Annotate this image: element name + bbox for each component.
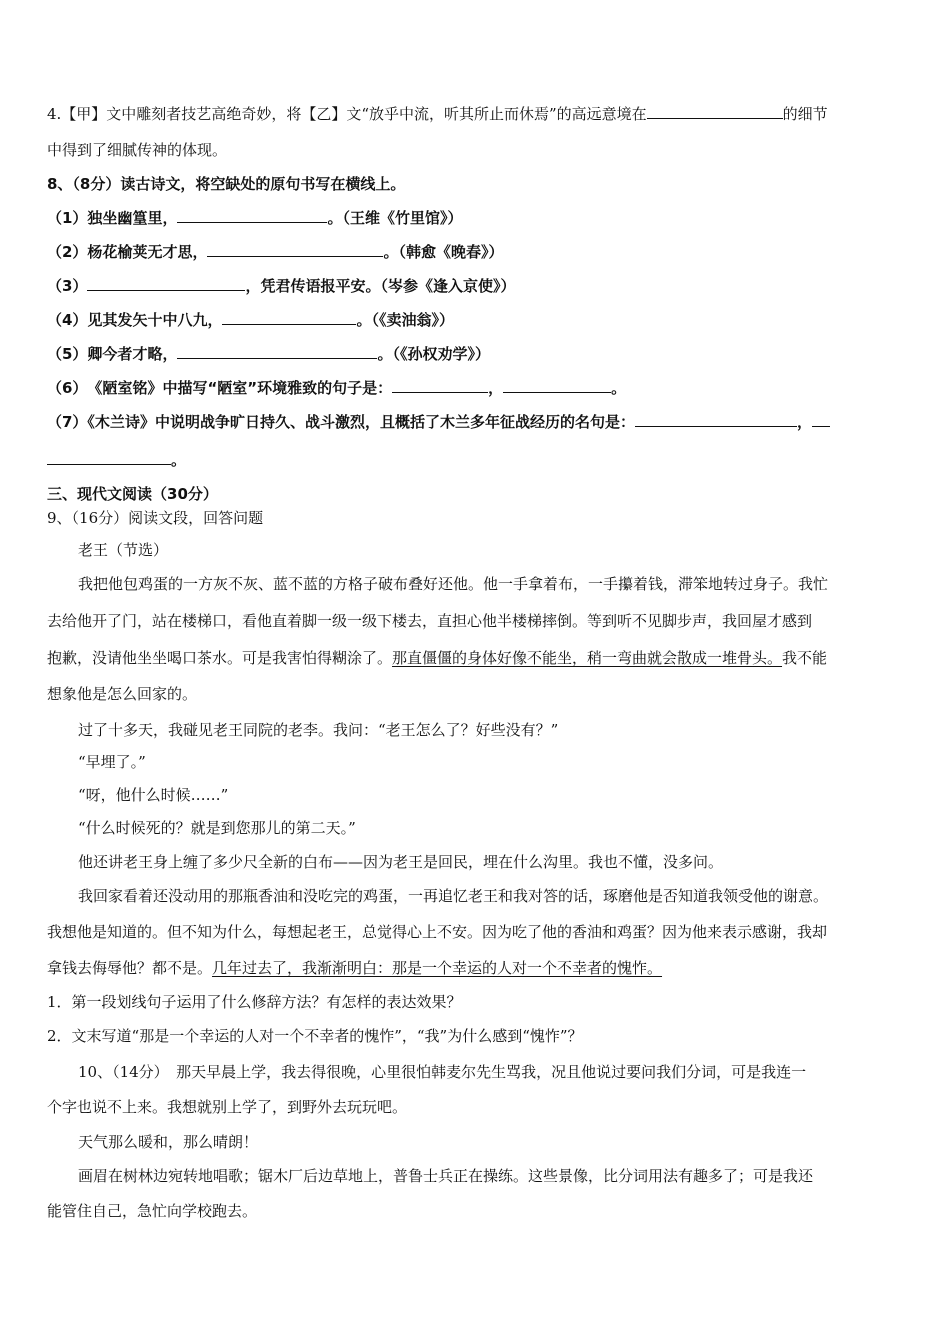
q8-blank-1[interactable] — [177, 208, 327, 223]
q9-underlined-sentence-1: 那直僵僵的身体好像不能坐，稍一弯曲就会散成一堆骨头。 — [392, 649, 783, 667]
q8-blank-6a[interactable] — [392, 378, 488, 393]
q8-item-5: （5）卿今者才略， 。（《孙权劝学》） — [47, 345, 490, 363]
q8-blank-7b[interactable] — [812, 412, 830, 427]
q4-text-end: 的细节 — [782, 105, 828, 123]
q8-blank-5[interactable] — [177, 344, 377, 359]
q9-p2: 过了十多天，我碰见老王同院的老李。我问：“老王怎么了？好些没有？” — [78, 721, 559, 739]
q10-p2: 天气那么暖和，那么晴朗！ — [78, 1133, 259, 1151]
q4-line1 — [47, 104, 910, 124]
q9-p1-line1: 我把他包鸡蛋的一方灰不灰、蓝不蓝的方格子破布叠好还他。他一手拿着布，一手攥着钱，滞笨地转过身子。我忙 — [78, 575, 829, 593]
q9-p3: “早埋了。” — [78, 753, 146, 771]
q8-item-3: （3） ，凭君传语报平安。（岑参《逢入京使》） — [47, 277, 516, 295]
section-3-title: 三、现代文阅读（30分） — [47, 485, 218, 503]
q9-p1-line2: 去给他开了门，站在楼梯口，看他直着脚一级一级下楼去，直担心他半楼梯摔倒。等到听不见脚步声，我回屋才感到 — [47, 612, 813, 630]
q8-blank-7c[interactable] — [47, 450, 171, 465]
q9-p7-line1: 我回家看着还没动用的那瓶香油和没吃完的鸡蛋，一再追忆老王和我对答的话，琢磨他是否知道我领受他的谢意。 — [78, 887, 829, 905]
q9-p6: 他还讲老王身上缠了多少尺全新的白布——因为老王是回民，埋在什么沟里。我也不懂，没多问。 — [78, 853, 724, 871]
q8-blank-7a[interactable] — [635, 412, 797, 427]
q10-p3-line1: 画眉在树林边宛转地唱歌；锯木厂后边草地上，普鲁士兵正在操练。这些景像，比分词用法有趣多了；可是我还 — [78, 1167, 814, 1185]
q9-p7-line3: 拿钱去侮辱他？都不是。几年过去了，我渐渐明白：那是一个幸运的人对一个不幸者的愧怍。 — [47, 959, 663, 977]
q9-p4: “呀，他什么时候……” — [78, 786, 229, 804]
q9-p1-line4: 想象他是怎么回家的。 — [47, 685, 198, 703]
q9-question-2: 2．文末写道“那是一个幸运的人对一个不幸者的愧怍”，“我”为什么感到“愧怍”？ — [47, 1027, 583, 1045]
q8-blank-4[interactable] — [222, 310, 356, 325]
q9-p7-line2: 我想他是知道的。但不知为什么，每想起老王，总觉得心上不安。因为吃了他的香油和鸡蛋？因为他来表示感谢，我却 — [47, 923, 828, 941]
q4-blank[interactable] — [647, 104, 783, 119]
q8-item-7-cont: 。 — [47, 450, 910, 470]
q9-question-1: 1．第一段划线句子运用了什么修辞方法？有怎样的表达效果？ — [47, 993, 462, 1011]
q8-item-4: （4）见其发矢十中八九， 。（《卖油翁》） — [47, 311, 454, 329]
q9-passage-title: 老王（节选） — [78, 541, 169, 559]
q8-blank-2[interactable] — [207, 242, 383, 257]
q8-heading: 8、（8分）读古诗文，将空缺处的原句书写在横线上。 — [47, 175, 406, 193]
q8-item-2: （2）杨花榆荚无才思， 。（韩愈《晚春》） — [47, 243, 504, 261]
q4-text: 4.【甲】文中雕刻者技艺高绝奇妙，将【乙】文“放乎中流，听其所止而休焉”的高远意境在 — [47, 105, 647, 123]
q9-heading: 9、（16分）阅读文段，回答问题 — [47, 509, 264, 527]
q8-item-6: （6） 《陋室铭》中描写“陋室”环境雅致的句子是： ， 。 — [47, 379, 627, 397]
q10-p1-line2: 个字也说不上来。我想就别上学了，到野外去玩玩吧。 — [47, 1098, 408, 1116]
q10-p3-line2: 能管住自己，急忙向学校跑去。 — [47, 1202, 258, 1220]
q9-p5: “什么时候死的？就是到您那儿的第二天。” — [78, 819, 356, 837]
q8-item-1: （1）独坐幽篁里， 。（王维《竹里馆》） — [47, 209, 463, 227]
q9-p1-line3: 抱歉，没请他坐坐喝口茶水。可是我害怕得糊涂了。那直僵僵的身体好像不能坐，稍一弯曲就会散成一堆骨头。我不能 — [47, 649, 828, 667]
q10-p1-line1: 10、（14分） 那天早晨上学，我去得很晚，心里很怕韩麦尔先生骂我，况且他说过要问我们分词，可是我连一 — [78, 1063, 807, 1081]
q4-line2: 中得到了细腻传神的体现。 — [47, 141, 228, 159]
q8-blank-6b[interactable] — [503, 378, 611, 393]
q8-blank-3[interactable] — [87, 276, 245, 291]
q8-item-7: （7）《木兰诗》中说明战争旷日持久、战斗激烈，且概括了木兰多年征战经历的名句是： ， — [47, 412, 910, 432]
q9-underlined-sentence-2: 几年过去了，我渐渐明白：那是一个幸运的人对一个不幸者的愧怍。 — [212, 959, 663, 977]
